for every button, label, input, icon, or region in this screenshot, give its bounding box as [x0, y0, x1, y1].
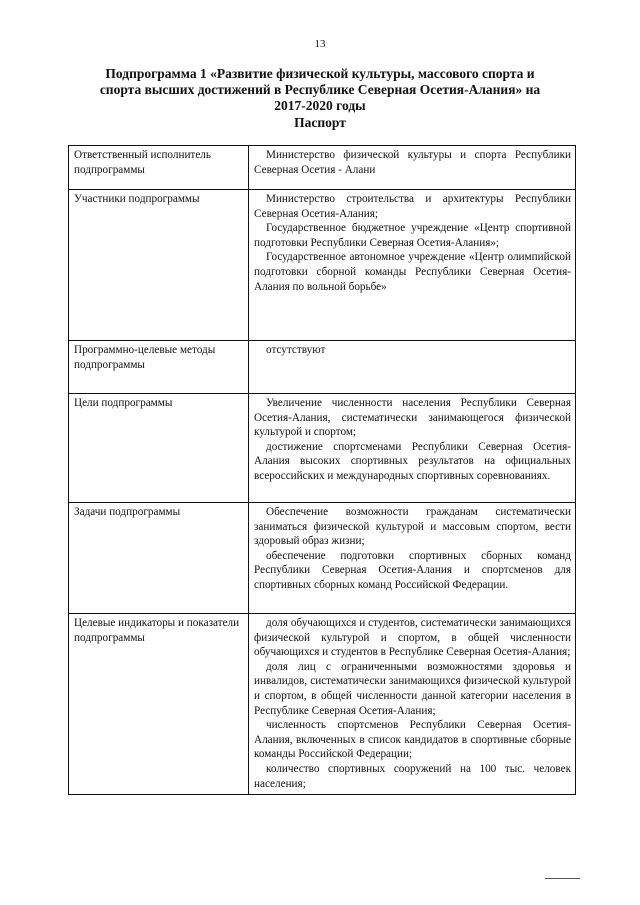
row-paragraph: доля обучающихся и студентов, систематически занимающихся физической культурой и спортом, в общей численности обучающихся и студентов в Республике Северная Осетия-Алания; [254, 617, 571, 659]
row-label: Программно-целевые методы подпрограммы [69, 341, 249, 394]
row-value [249, 614, 576, 795]
heading-line-3: 2017-2020 годы [274, 98, 366, 113]
subprogram-heading [60, 66, 580, 131]
row-paragraph: достижение спортсменами Республики Северная Осетия-Алания высоких спортивных результатов на официальных всероссийских и международных спортивных соревнованиях. [254, 440, 571, 482]
row-label: Цели подпрограммы [69, 394, 249, 503]
footer-divider [545, 878, 580, 879]
row-paragraph: Министерство строительства и архитектуры Республики Северная Осетия-Алания; [254, 193, 571, 220]
row-paragraph: Государственное автономное учреждение «Центр олимпийской подготовки сборной команды Республики Северная Осетия-Алания по вольной борьбе» [254, 251, 571, 293]
row-paragraph: обеспечение подготовки спортивных сборных команд Республики Северная Осетия-Алания и спортсменов для спортивных сборных команд Российской Федерации. [254, 549, 571, 591]
row-label: Задачи подпрограммы [69, 503, 249, 614]
row-paragraph: отсутствуют [266, 344, 326, 356]
table-row-participants [69, 190, 576, 341]
passport-table [68, 145, 576, 795]
table-row-methods [69, 341, 576, 394]
heading-line-1: Подпрограмма 1 «Развитие физической культуры, массового спорта и [105, 66, 535, 81]
row-paragraph: количество спортивных сооружений на 100 тыс. человек населения; [254, 762, 571, 790]
row-paragraph: Увеличение численности населения Республики Северная Осетия-Алания, систематически занимающегося физической культурой и спортом; [254, 397, 571, 439]
table-row-indicators [69, 614, 576, 795]
heading-line-2: спорта высших достижений в Республике Северная Осетия-Алания» на [99, 82, 541, 97]
row-paragraph: Обеспечение возможности гражданам систематически заниматься физической культурой и массовым спортом, вести здоровый образ жизни; [254, 506, 571, 548]
row-value [249, 503, 576, 614]
table-row-responsible [69, 146, 576, 190]
row-paragraph: Министерство физической культуры и спорта Республики Северная Осетия - Алани [254, 149, 571, 176]
table-row-tasks [69, 503, 576, 614]
row-value [249, 394, 576, 503]
row-label: Участники подпрограммы [69, 190, 249, 341]
table-row-goals [69, 394, 576, 503]
row-value [249, 146, 576, 190]
page-number: 13 [314, 38, 326, 50]
row-value [249, 341, 576, 394]
row-label: Ответственный исполнитель подпрограммы [69, 146, 249, 190]
passport-title: Паспорт [294, 115, 346, 130]
row-value [249, 190, 576, 341]
row-paragraph: Государственное бюджетное учреждение «Центр спортивной подготовки Республики Северная Осетия-Алания»; [254, 222, 571, 249]
row-paragraph: доля лиц с ограниченными возможностями здоровья и инвалидов, систематически занимающихся физической культурой и спортом, в общей численности данной категории населения в Республике Северная Осетия-Алания; [254, 660, 571, 717]
row-paragraph: численность спортсменов Республики Северная Осетия-Алания, включенных в список кандидатов в спортивные сборные команды Российской Федерации; [254, 719, 571, 761]
row-label: Целевые индикаторы и показатели подпрограммы [69, 614, 249, 795]
